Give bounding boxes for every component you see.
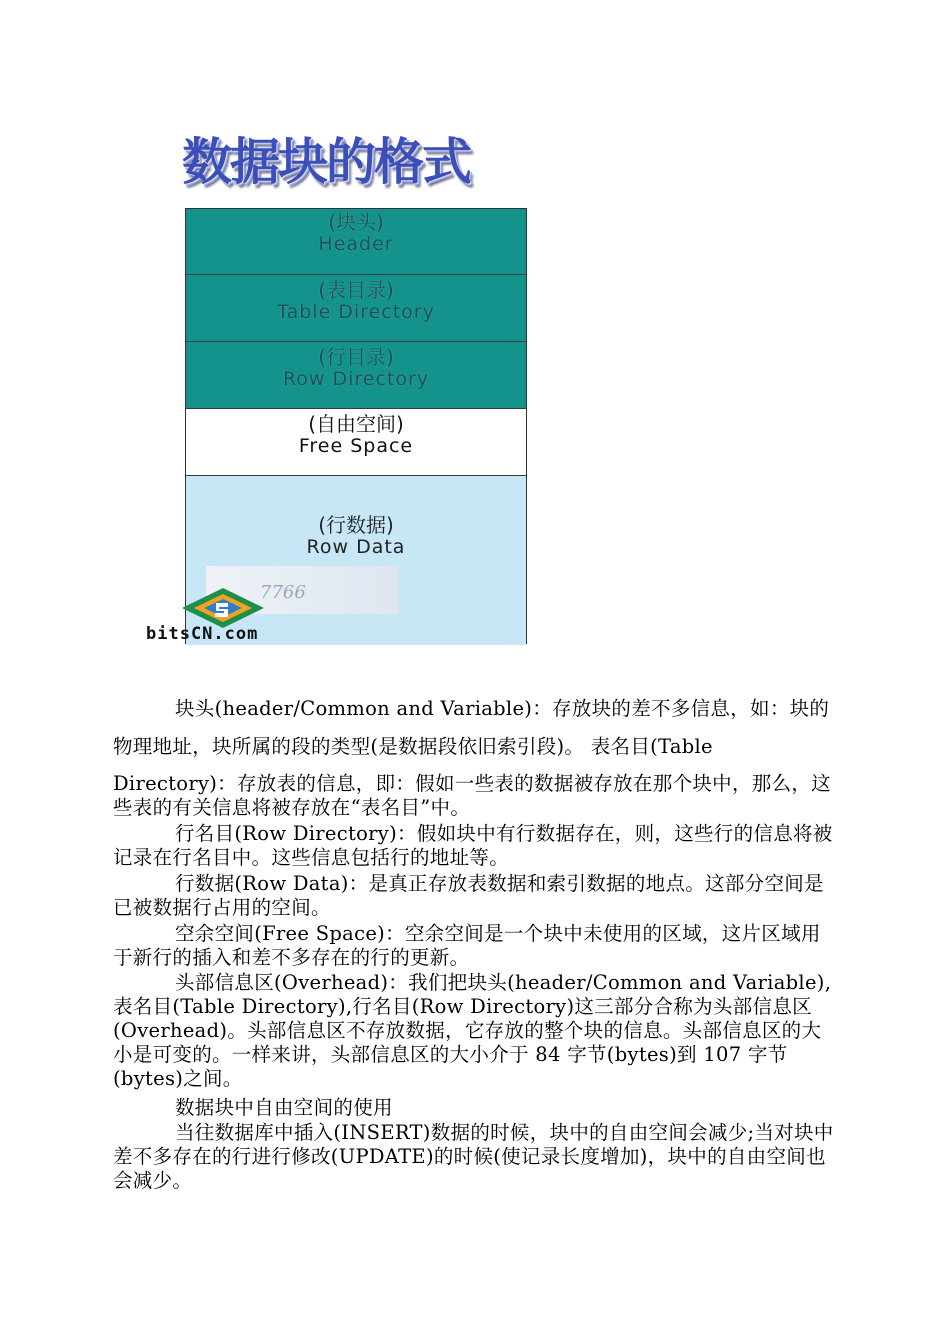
paragraph-3-text: 行数据(Row Data)：是真正存放表数据和索引数据的地点。这部分空间是已被数据行占用的空间。 [113, 872, 824, 919]
data-block-format-figure [140, 118, 560, 658]
paragraph-1c: Directory)：存放表的信息，即：假如一些表的数据被存放在那个块中，那么，这些表的有关信息将被存放在“表名目”中。 [113, 772, 831, 819]
paragraph-2 [113, 822, 837, 870]
segment-table-directory [186, 275, 526, 342]
segment-table-directory-zh: (表目录) [318, 278, 394, 302]
segment-row-directory-zh: (行目录) [318, 345, 394, 369]
figure-title: 数据块的格式 [182, 133, 470, 191]
segment-free-space [186, 409, 526, 476]
paragraph-6-text: 数据块中自由空间的使用 [175, 1096, 393, 1119]
paragraph-7 [113, 1121, 837, 1193]
paragraph-1a-text: 块头(header/Common and Variable)：存放块的差不多信息，如：块的 [175, 697, 830, 720]
logo-text: bitsCN.com [146, 624, 259, 644]
paragraph-7-text: 当往数据库中插入(INSERT)数据的时候，块中的自由空间会减少;当对块中差不多存在的行进行修改(UPDATE)的时候(使记录长度增加)，块中的自由空间也会减少。 [113, 1121, 834, 1192]
watermark-text: 7766 [260, 582, 306, 603]
segment-header-zh: (块头) [328, 210, 384, 234]
paragraph-4-text: 空余空间(Free Space)：空余空间是一个块中未使用的区域，这片区域用于新行的插入和差不多存在的行的更新。 [113, 922, 821, 969]
segment-free-space-zh: (自由空间) [308, 412, 404, 436]
paragraph-4 [113, 922, 837, 970]
paragraph-6 [113, 1096, 837, 1120]
segment-header-en: Header [318, 233, 394, 255]
paragraph-5 [113, 971, 837, 1091]
paragraph-5-text: 头部信息区(Overhead)：我们把块头(header/Common and Variable),表名目(Table Directory),行名目(Row Directory)这三部分合称为头部信息区(Overhead)。头部信息区不存放数据，它存放的整个块的信息。头部信息区的大小是可变的。一样来讲，头部信息区的大小介于 84 字节(bytes)到 107 字节(bytes)之间。 [113, 971, 832, 1090]
segment-row-directory [186, 342, 526, 409]
segment-row-directory-en: Row Directory [282, 368, 430, 390]
segment-free-space-en: Free Space [298, 435, 414, 457]
segment-row-data-en: Row Data [306, 536, 406, 558]
segment-table-directory-en: Table Directory [277, 301, 435, 323]
segment-header [186, 209, 526, 275]
segment-row-data-zh: (行数据) [318, 513, 394, 537]
paragraph-3 [113, 872, 837, 920]
paragraph-1a [113, 697, 837, 721]
paragraph-1b: 物理地址，块所属的段的类型(是数据段依旧索引段)。 表名目(Table [113, 735, 713, 758]
paragraph-2-text: 行名目(Row Directory)：假如块中有行数据存在，则，这些行的信息将被记录在行名目中。这些信息包括行的地址等。 [113, 822, 833, 869]
